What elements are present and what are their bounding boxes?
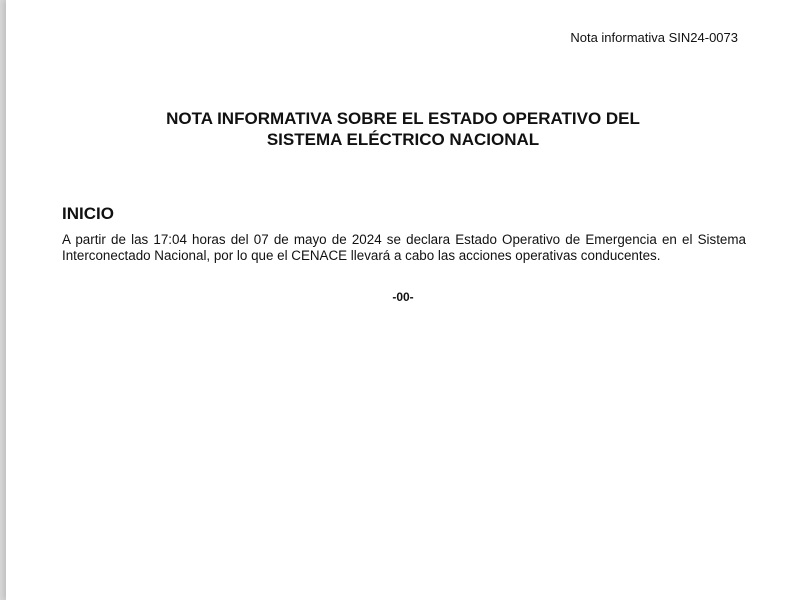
document-reference: Nota informativa SIN24-0073: [570, 30, 738, 45]
document-page: [6, 0, 800, 600]
title-line-2: SISTEMA ELÉCTRICO NACIONAL: [266, 130, 540, 149]
end-mark: -00-: [392, 290, 414, 304]
section-heading: INICIO: [62, 204, 114, 223]
title-line-1: NOTA INFORMATIVA SOBRE EL ESTADO OPERATIVO DEL: [166, 109, 640, 128]
document-title: [6, 108, 800, 150]
body-paragraph: A partir de las 17:04 horas del 07 de mayo de 2024 se declara Estado Operativo de Emergencia en el Sistema Interconectado Nacional, por lo que el CENACE llevará a cabo las acciones operativas conducentes.: [62, 232, 746, 263]
